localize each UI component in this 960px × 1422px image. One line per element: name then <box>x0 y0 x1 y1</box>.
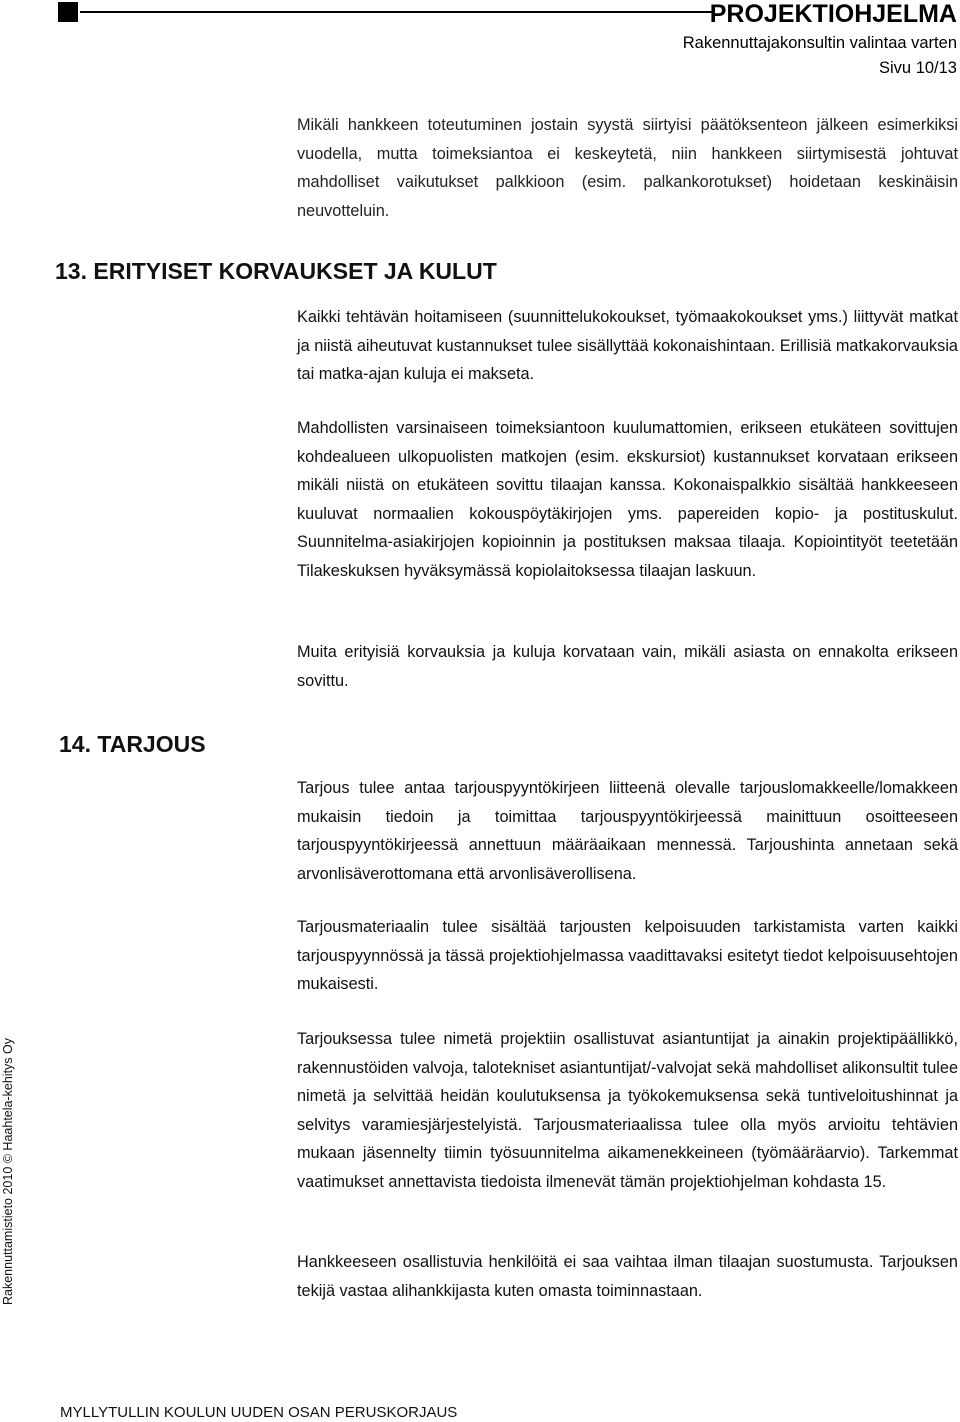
page-number: Sivu 10/13 <box>879 59 957 77</box>
section-14-paragraph-1: Tarjous tulee antaa tarjouspyyntökirjeen liitteenä olevalle tarjouslomakkeelle/lomakkeen mukaisin tiedoin ja toimittaa tarjouspyyntökirjeessä mainittuun osoitteeseen tarjouspyyntökirjeessä annettuun määräaikaan mennessä. Tarjoushinta annetaan sekä arvonlisäverottomana että arvonlisäverollisena. <box>297 779 958 883</box>
header-logo-square <box>58 2 78 22</box>
section-14-paragraph-4: Hankkeeseen osallistuvia henkilöitä ei saa vaihtaa ilman tilaajan suostumusta. Tarjouksen tekijä vastaa alihankkijasta kuten omasta toiminnastaan. <box>297 1253 958 1300</box>
section-13-paragraph-1: Kaikki tehtävän hoitamiseen (suunnittelukokoukset, työmaakokoukset yms.) liittyvät matkat ja niistä aiheutuvat kustannukset tulee sisällyttää kokonaishintaan. Erillisiä matkakorvauksia tai matka-ajan kuluja ei makseta. <box>297 308 958 383</box>
section-14-paragraph-2: Tarjousmateriaalin tulee sisältää tarjousten kelpoisuuden tarkistamista varten kaikki tarjouspyynnössä ja tässä projektiohjelmassa vaadittavaksi esitetyt tiedot kelpoisuusehtojen mukaisesti. <box>297 918 958 993</box>
section-14-paragraph-3: Tarjouksessa tulee nimetä projektiin osallistuvat asiantuntijat ja ainakin projektipäällikkö, rakennustöiden valvoja, talotekniset asiantuntijat/-valvojat sekä mahdolliset alikonsultit tulee nimetä ja selvittää heidän koulutuksensa ja työkokemuksensa sekä tuntiveloitushinnat ja selvitys varamiesjärjestelyistä. Tarjousmateriaalissa tulee olla myös arvioitu tehtävien mukaan jäsennelty tiimin työsuunnitelma aikamenekkeineen (työmääräarvio). Tarkemmat vaatimukset annettavista tiedoista ilmenevät tämän projektiohjelman kohdasta 15. <box>297 1030 958 1191</box>
copyright-side-note: Rakennuttamistieto 2010 © Haahtela-kehitys Oy <box>1 1038 15 1305</box>
header-rule <box>80 11 712 13</box>
section-13-paragraph-2: Mahdollisten varsinaiseen toimeksiantoon kuulumattomien, erikseen etukäteen sovittujen kohdealueen ulkopuolisten matkojen (esim. ekskursiot) kustannukset korvataan erikseen mikäli niistä on etukäteen sovittu tilaajan kanssa. Kokonaispalkkio sisältää hankkeeseen kuuluvat normaalien kokouspöytäkirjojen yms. papereiden kopio- ja postituskulut. Suunnitelma-asiakirjojen kopioinnin ja postituksen maksaa tilaaja. Kopiointityöt teetetään Tilakeskuksen hyväksymässä kopiolaitoksessa tilaajan laskuun. <box>297 419 958 580</box>
section-13-heading: 13. ERITYISET KORVAUKSET JA KULUT <box>55 258 497 284</box>
section-14-heading: 14. TARJOUS <box>59 731 206 757</box>
section-13-paragraph-3: Muita erityisiä korvauksia ja kuluja korvataan vain, mikäli asiasta on ennakolta erikseen sovittu. <box>297 643 958 690</box>
intro-paragraph: Mikäli hankkeen toteutuminen jostain syystä siirtyisi päätöksenteon jälkeen esimerkiksi vuodella, mutta toimeksiantoa ei keskeytetä, niin hankkeen siirtymisestä johtuvat mahdolliset vaikutukset palkkioon (esim. palkankorotukset) hoidetaan keskinäisin neuvotteluin. <box>297 116 958 220</box>
document-subtitle: Rakennuttajakonsultin valintaa varten <box>682 34 957 52</box>
document-title: PROJEKTIOHJELMA <box>709 0 957 28</box>
footer-project-name: MYLLYTULLIN KOULUN UUDEN OSAN PERUSKORJAUS <box>60 1404 458 1421</box>
